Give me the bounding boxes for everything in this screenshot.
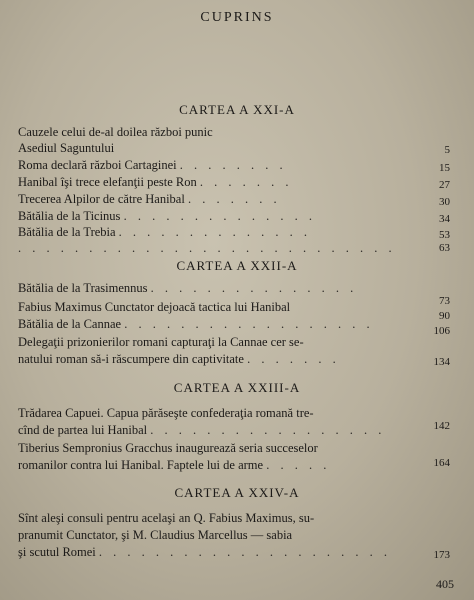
page-number: 106 <box>433 325 450 337</box>
toc-entry: cînd de partea lui Hanibal . . . . . . . . . . . . . . . . . <box>18 423 386 437</box>
leader-dots: . . . . . . . . . . . . . . . . . . <box>124 317 374 331</box>
page-number: 164 <box>433 457 450 469</box>
leader-dots: . . . . . . . . . . . . . . . . . <box>150 423 386 437</box>
page-number: 134 <box>433 356 450 368</box>
toc-entry: Hanibal îşi trece elefanţii peste Ron . . . . . . . <box>18 175 293 189</box>
leader-dots: . . . . . . . . . . . . . . <box>118 225 312 239</box>
toc-entry: Bătălia de la Trasimennus . . . . . . . . . . . . . . . <box>18 281 358 295</box>
leader-dots: . . . . . . . <box>199 175 293 189</box>
toc-entry: Roma declară război Cartaginei . . . . . . . . <box>18 158 287 172</box>
page-number: 30 <box>439 196 450 208</box>
toc-entry: pranumit Cunctator, şi M. Claudius Marcellus — sabia <box>18 528 293 542</box>
toc-entry: şi scutul Romei . . . . . . . . . . . . . . . . . . . . . <box>18 545 392 559</box>
page-number: 34 <box>439 213 450 225</box>
toc-entry: Trădarea Capuei. Capua părăseşte confederaţia romană tre- <box>18 406 314 420</box>
toc-entry: Sînt aleşi consuli pentru acelaşi an Q. Fabius Maximus, su- <box>18 511 315 525</box>
toc-entry: Fabius Maximus Cunctator dejoacă tactica lui Hanibal <box>18 300 291 314</box>
leader-dots: . . . . . . . <box>247 352 340 366</box>
page-number: 5 <box>444 144 450 156</box>
toc-entry <box>18 240 418 256</box>
page-number: 73 <box>439 295 450 307</box>
toc-entry: Asediul Saguntului <box>18 141 115 155</box>
leader-dots: . . . . . . . . . . . . . . . . . . . . . <box>98 545 392 559</box>
leader-dots: . . . . . <box>266 458 331 472</box>
section-heading: CARTEA A XXIII-A <box>173 380 301 395</box>
toc-entry: natului roman să-i răscumpere din captivitate . . . . . . . <box>18 352 340 366</box>
leader-dots: . . . . . . . . . . . . . . . <box>150 281 358 295</box>
toc-entry: Bătălia de la Trebia . . . . . . . . . . . . . . <box>18 225 312 239</box>
leader-dots: . . . . . . . . . . . . . . . . . . . . . . . . . . . <box>18 241 396 255</box>
toc-entry: Bătălia de la Ticinus . . . . . . . . . . . . . . <box>18 209 316 223</box>
page-number: 173 <box>433 549 450 561</box>
leader-dots: . . . . . . . <box>187 192 281 206</box>
toc-entry: Cauzele celui de-al doilea război punic <box>18 125 213 139</box>
page-number: 53 <box>439 229 450 241</box>
section-heading: CARTEA A XXIV-A <box>174 485 300 500</box>
toc-entry: Delegaţii prizonierilor romani capturaţi la Cannae cer se- <box>18 335 304 349</box>
toc-entry: romanilor contra lui Hanibal. Faptele lui de arme . . . . . <box>18 458 331 472</box>
leader-dots: . . . . . . . . <box>179 158 287 172</box>
folio-number: 405 <box>436 577 454 591</box>
page-number: 27 <box>439 179 450 191</box>
toc-entry: Bătălia de la Cannae . . . . . . . . . . . . . . . . . . <box>18 317 374 331</box>
page-title: CUPRINS <box>200 10 274 25</box>
toc-entry: Tiberius Sempronius Gracchus inaugurează seria succeselor <box>18 441 318 455</box>
page-number: 142 <box>433 420 450 432</box>
section-heading: CARTEA A XXII-A <box>176 258 298 273</box>
leader-dots: . . . . . . . . . . . . . . <box>123 209 316 223</box>
page-number: 15 <box>439 162 450 174</box>
section-heading: CARTEA A XXI-A <box>179 102 295 117</box>
toc-entry: Trecerea Alpilor de către Hanibal . . . . . . . <box>18 192 281 206</box>
page-number: 63 <box>439 242 450 254</box>
page-number: 90 <box>439 310 450 322</box>
